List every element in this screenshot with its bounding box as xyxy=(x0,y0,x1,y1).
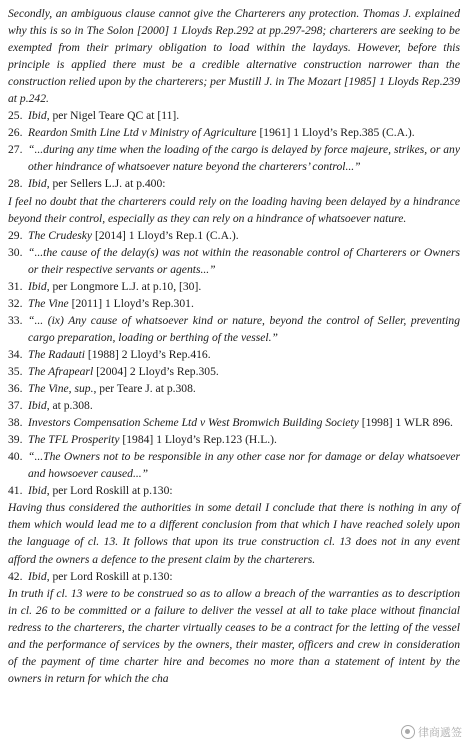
footnote-34 xyxy=(8,346,460,363)
footnote-35 xyxy=(8,363,460,380)
clause-quote: “...the cause of the delay(s) was not within the reasonable control of Charterers or Owners or their respective servants or agents...” xyxy=(28,245,460,276)
document-page xyxy=(8,5,460,687)
footnote-32 xyxy=(8,295,460,312)
case-citation: The Radauti xyxy=(28,347,86,361)
case-citation: Ibid xyxy=(28,399,47,413)
footnote-33 xyxy=(8,312,460,346)
footnote-text: [1984] 1 Lloyd’s Rep.123 (H.L.). xyxy=(119,433,277,447)
footnote-42 xyxy=(8,568,460,585)
footnote-text: [1988] 2 Lloyd’s Rep.416. xyxy=(85,347,211,361)
quote-sellers: I feel no doubt that the charterers could rely on the loading having been delayed by a hindrance beyond their control, especially as they can rely on a hindrance of whatsoever nature. xyxy=(8,194,460,225)
footnote-28 xyxy=(8,175,460,192)
case-citation: The Vine xyxy=(28,296,69,310)
footnote-number: 39. xyxy=(8,433,23,447)
footnote-26 xyxy=(8,124,460,141)
footnote-30 xyxy=(8,244,460,278)
case-citation: Ibid xyxy=(28,279,47,293)
case-citation: Ibid xyxy=(28,109,47,123)
footnote-number: 27. xyxy=(8,143,23,157)
footnote-number: 31. xyxy=(8,279,23,293)
case-citation: The Afrapearl xyxy=(28,364,94,378)
footnote-number: 41. xyxy=(8,484,23,498)
footnote-text: , per Lord Roskill at p.130: xyxy=(46,569,173,583)
footnote-number: 36. xyxy=(8,382,23,396)
footnote-38 xyxy=(8,414,460,431)
quote-roskill-2-main: In truth if cl. 13 were to be construed so as to allow a breach of the warranties as to description in cl. 26 to be committed or a failure to deliver the vessel at all to take place without financial redress to the charterers, the charter virtually ceases to be a contract for the letting of the vessel and the performance of services by the owners, their master, officers and crew in consideration of the payment of time charter hire and becomes no xyxy=(8,586,460,668)
footnote-number: 25. xyxy=(8,109,23,123)
footnote-text: , per Longmore L.J. at p.10, [30]. xyxy=(46,279,202,293)
quote-roskill-1: Having thus considered the authorities in some detail I conclude that there is nothing in any of them which would lead me to a different conclusion from that which I have reached solely upon the language of cl. 13. It follows that upon its true construction cl. 13 does not in any event afford the owners a defence to the present claim by the charterers. xyxy=(8,501,460,566)
footnote-number: 29. xyxy=(8,228,23,242)
footnote-text: , per Lord Roskill at p.130: xyxy=(46,484,173,498)
footnote-number: 28. xyxy=(8,177,23,191)
footnote-number: 26. xyxy=(8,126,23,140)
footnote-text: [2011] 1 Lloyd’s Rep.301. xyxy=(68,296,194,310)
footnote-39 xyxy=(8,431,460,448)
footnote-36 xyxy=(8,380,460,397)
footnote-number: 42. xyxy=(8,569,23,583)
footnote-text: [1961] 1 Lloyd’s Rep.385 (C.A.). xyxy=(256,126,415,140)
case-citation: The Vine, sup. xyxy=(28,382,94,396)
footnote-text: , per Nigel Teare QC at [11]. xyxy=(46,109,180,123)
footnote-number: 40. xyxy=(8,450,23,464)
footnote-number: 33. xyxy=(8,313,23,327)
paragraph-secondly: Secondly, an ambiguous clause cannot give the Charterers any protection. Thomas J. explained why this is so in The Solon [2000] 1 Lloyds Rep.292 at pp.297-298; charterers are seeking to be exempted from their primary obligation to load within the laydays. However, before this principle is applied there must be a credible alternative construction narrower than the construction relied upon by the charterers; per Mustill J. in The Mozart [1985] 1 Lloyds Rep.239 at p.242. xyxy=(8,7,460,106)
footnote-41 xyxy=(8,482,460,499)
footnote-number: 35. xyxy=(8,364,23,378)
watermark xyxy=(401,724,462,740)
watermark-logo-icon xyxy=(401,725,415,739)
quote-roskill-2 xyxy=(8,585,460,687)
clause-quote: “... (ix) Any cause of whatsoever kind or nature, beyond the control of Seller, preventing cargo preparation, loading or berthing of the vessel.” xyxy=(28,313,460,344)
case-citation: Ibid xyxy=(28,484,47,498)
footnote-text: [2004] 2 Lloyd’s Rep.305. xyxy=(93,364,219,378)
footnote-number: 32. xyxy=(8,296,23,310)
footnote-number: 37. xyxy=(8,399,23,413)
quote-roskill-2-tail: more than a statement of intent by the owners in return for which the cha xyxy=(8,654,460,685)
footnote-29 xyxy=(8,227,460,244)
footnote-text: [1998] 1 WLR 896. xyxy=(358,416,453,430)
footnote-text: , per Teare J. at p.308. xyxy=(93,382,196,396)
footnote-text: [2014] 1 Lloyd’s Rep.1 (C.A.). xyxy=(92,228,239,242)
footnote-40 xyxy=(8,448,460,482)
clause-quote: “...during any time when the loading of the cargo is delayed by force majeure, strikes, or any other hindrance of whatsoever nature beyond the charterers’ control...” xyxy=(28,143,460,174)
footnote-25 xyxy=(8,107,460,124)
footnote-27 xyxy=(8,141,460,175)
case-citation: Ibid xyxy=(28,177,47,191)
footnote-text: , at p.308. xyxy=(46,399,93,413)
footnote-37 xyxy=(8,397,460,414)
footnote-number: 38. xyxy=(8,416,23,430)
case-citation: Ibid xyxy=(28,569,47,583)
case-citation: The TFL Prosperity xyxy=(28,433,120,447)
case-citation: Investors Compensation Scheme Ltd v West Bromwich Building Society xyxy=(28,416,359,430)
footnote-text: , per Sellers L.J. at p.400: xyxy=(46,177,166,191)
clause-quote: “...The Owners not to be responsible in any other case nor for damage or delay whatsoever and howsoever caused...” xyxy=(28,450,460,481)
footnote-number: 34. xyxy=(8,347,23,361)
case-citation: Reardon Smith Line Ltd v Ministry of Agriculture xyxy=(28,126,257,140)
watermark-text: 律商遞签 xyxy=(418,727,462,739)
case-citation: The Crudesky xyxy=(28,228,93,242)
footnote-number: 30. xyxy=(8,245,23,259)
footnote-31 xyxy=(8,278,460,295)
